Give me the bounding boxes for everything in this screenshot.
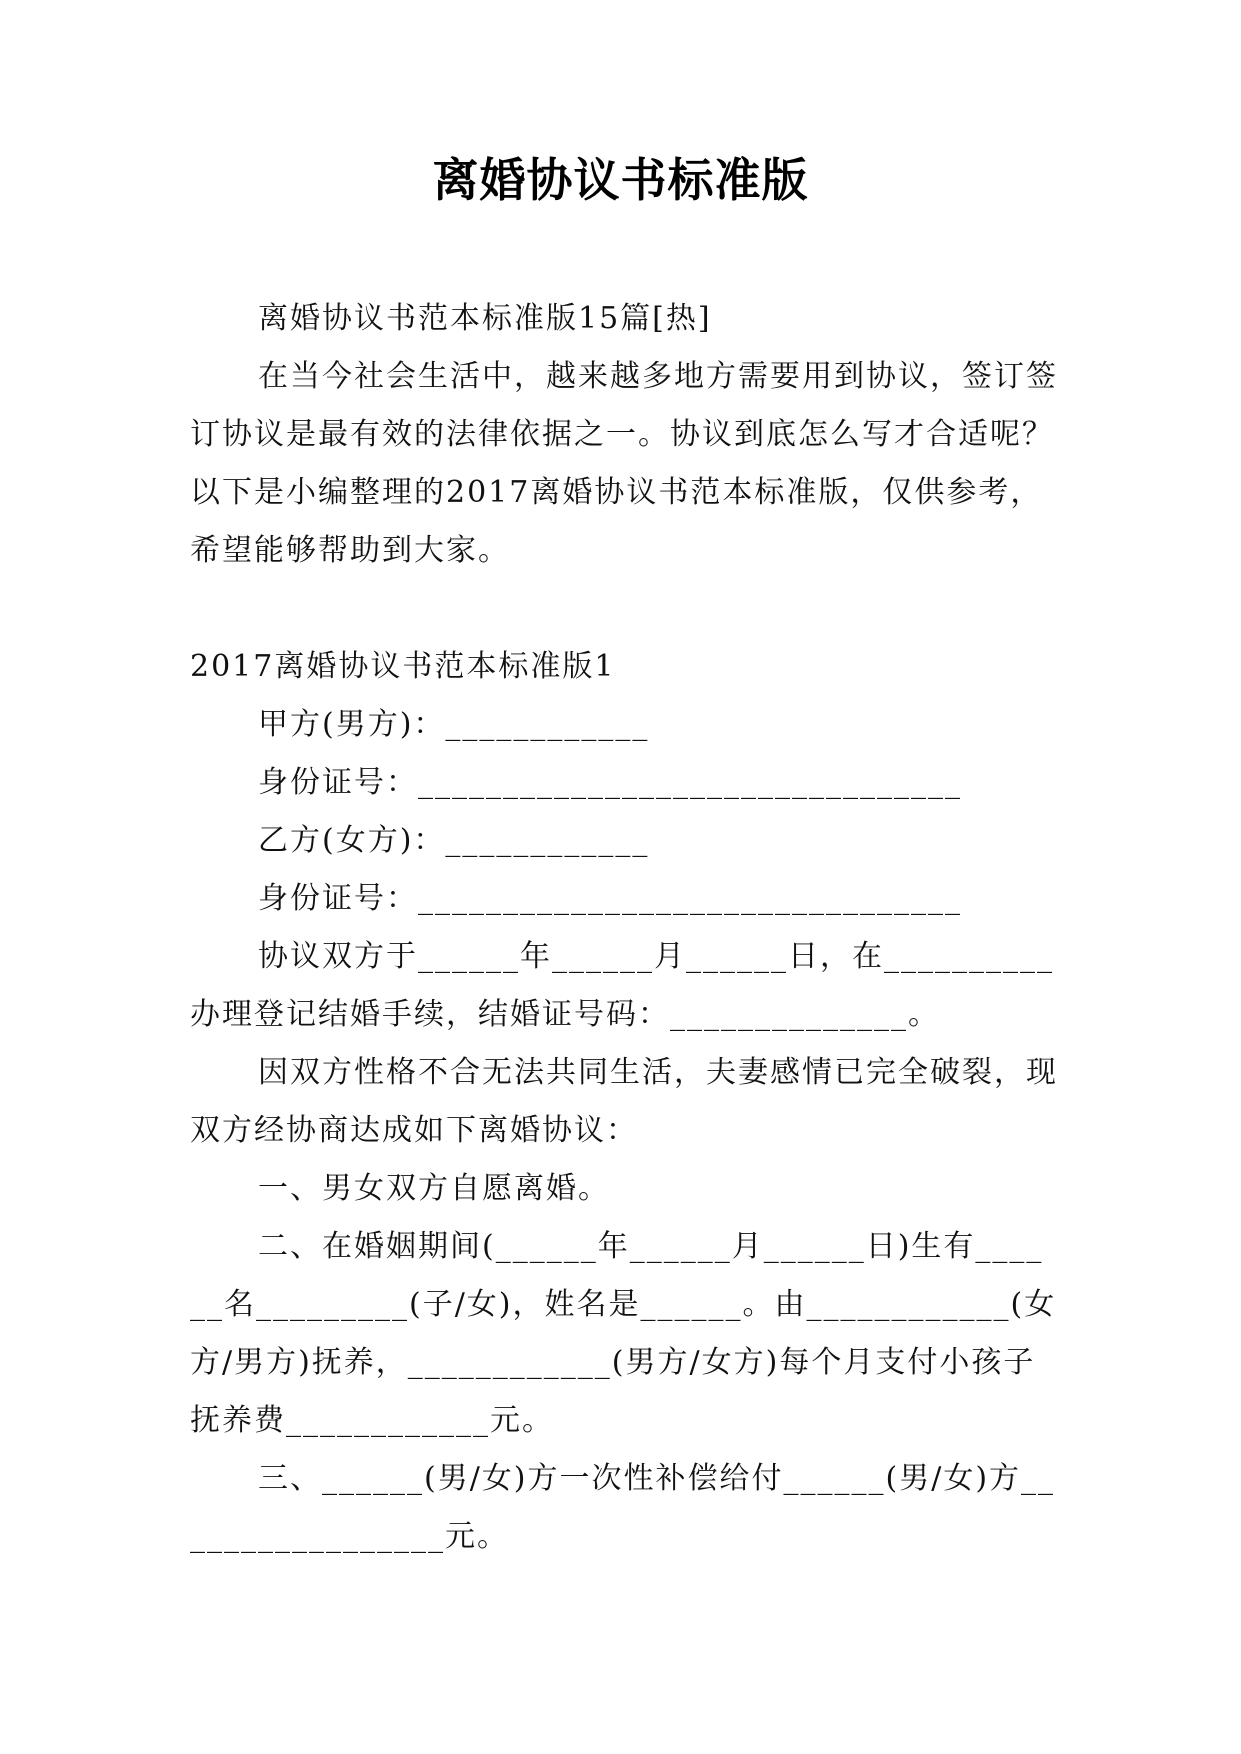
marriage-registration-paragraph: 协议双方于______年______月______日，在__________办理登记结婚手续，结婚证号码：______________。	[190, 939, 1054, 1032]
document-title: 离婚协议书标准版	[432, 153, 809, 207]
party-b-line: 乙方(女方)：____________	[258, 823, 650, 858]
document-body	[190, 290, 1060, 1566]
clause-three: 三、______(男/女)方一次性补偿给付______(男/女)方_________________元。	[190, 1461, 1056, 1554]
intro-paragraph: 在当今社会生活中，越来越多地方需要用到协议，签订签订协议是最有效的法律依据之一。协议到底怎么写才合适呢？以下是小编整理的2017离婚协议书范本标准版，仅供参考，希望能够帮助到大家。	[190, 359, 1058, 568]
subtitle-line: 离婚协议书范本标准版15篇[热]	[258, 301, 712, 336]
paragraph-gap	[190, 580, 1060, 638]
party-b-id-line: 身份证号：________________________________	[258, 881, 962, 916]
clause-two: 二、在婚姻期间(______年______月______日)生有______名_________(子/女)，姓名是______。由____________(女方/男方)抚养，____________(男方/女方)每个月支付小孩子抚养费____________元。	[190, 1229, 1057, 1438]
party-a-line: 甲方(男方)：____________	[258, 707, 650, 742]
section-heading: 2017离婚协议书范本标准版1	[190, 649, 616, 684]
clause-one: 一、男女双方自愿离婚。	[258, 1171, 610, 1206]
reason-paragraph: 因双方性格不合无法共同生活，夫妻感情已完全破裂，现双方经协商达成如下离婚协议：	[190, 1055, 1058, 1148]
party-a-id-line: 身份证号：________________________________	[258, 765, 962, 800]
